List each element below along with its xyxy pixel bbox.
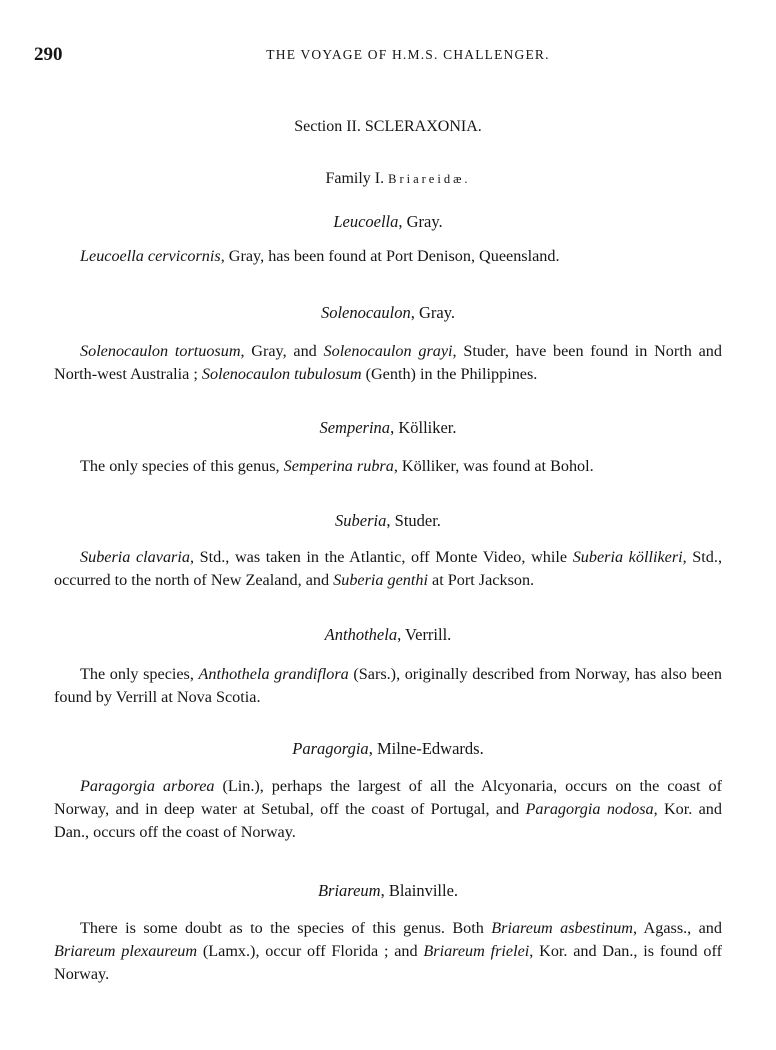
species-name: Briareum frielei [423,942,530,960]
paragraph-text: , Kor. and Dan., is found off Norway. [54,942,722,983]
genus-heading-anthothela [0,625,776,645]
page-number: 290 [34,44,63,65]
genus-name: Paragorgia [292,739,369,758]
genus-name: Anthothela [324,625,398,644]
genus-heading-leucoella [0,212,776,232]
paragraph-text: , Agass., and [632,919,722,937]
family-heading [0,170,776,188]
family-prefix: Family I. [325,170,389,187]
paragraph-text: , Kölliker, was found at Bohol. [393,457,594,475]
genus-name: Suberia [335,511,387,530]
paragraph-text: There is some doubt as to the species of this genus. Both [80,919,492,937]
paragraph-text: , Gray, has been found at Port Denison, Queensland. [220,247,560,265]
paragraph-text: (Lin.), perhaps the largest of all the Alcyonaria, occurs on the coast of Norway, and in deep water at Setubal, off the coast of Portugal, and [54,777,722,818]
genus-authority: , Gray. [410,303,456,322]
genus-paragraph-leucoella [54,245,722,268]
genus-authority: , Blainville. [380,881,459,900]
paragraph-text: at Port Jackson. [428,571,535,589]
genus-heading-briareum [0,881,776,901]
species-name: Solenocaulon tortuosum [80,342,241,360]
paragraph-text: , Std., was taken in the Atlantic, off Monte Video, while [189,548,573,566]
paragraph-text: (Genth) in the Philippines. [361,365,538,383]
paragraph-text: , Gray, and [240,342,324,360]
genus-name: Briareum [317,881,381,900]
genus-paragraph-paragorgia [54,775,722,844]
species-name: Suberia genthi [333,571,428,589]
paragraph-text: , Std., occurred to the north of New Zealand, and [54,548,722,589]
species-name: Solenocaulon grayi [323,342,453,360]
genus-heading-solenocaulon [0,303,776,323]
paragraph-text: The only species, [80,665,199,683]
genus-heading-suberia [0,511,776,531]
running-title: THE VOYAGE OF H.M.S. CHALLENGER. [266,47,550,62]
species-name: Solenocaulon tubulosum [201,365,362,383]
species-name: Paragorgia nodosa [525,800,654,818]
genus-paragraph-briareum [54,917,722,986]
genus-authority: , Studer. [386,511,441,530]
species-name: Suberia köllikeri [572,548,683,566]
paragraph-text: , Studer, have been found in North and North-west Australia ; [54,342,722,383]
paragraph-text: (Lamx.), occur off Florida ; and [197,942,424,960]
family-name: Briareidæ. [388,172,471,186]
genus-paragraph-anthothela [54,663,722,709]
genus-authority: , Verrill. [397,625,452,644]
genus-paragraph-semperina [54,455,722,478]
genus-heading-paragorgia [0,739,776,759]
genus-name: Semperina [319,418,391,437]
species-name: Leucoella cervicornis [80,247,221,265]
species-name: Briareum plexaureum [54,942,198,960]
genus-name: Solenocaulon [320,303,411,322]
genus-heading-semperina [0,418,776,438]
species-name: Anthothela grandiflora [198,665,349,683]
genus-authority: , Kölliker. [390,418,457,437]
species-name: Briareum asbestinum [491,919,633,937]
species-name: Suberia clavaria [80,548,190,566]
running-head [32,44,744,66]
paragraph-text: The only species of this genus, [80,457,284,475]
paragraph-text: , Kor. and Dan., occurs off the coast of Norway. [54,800,722,841]
genus-authority: , Gray. [398,212,443,231]
genus-paragraph-solenocaulon [54,340,722,386]
genus-name: Leucoella [333,212,399,231]
genus-paragraph-suberia [54,546,722,592]
genus-authority: , Milne-Edwards. [368,739,484,758]
section-heading: Section II. SCLERAXONIA. [294,118,482,135]
species-name: Paragorgia arborea [80,777,215,795]
species-name: Semperina rubra [283,457,394,475]
paragraph-text: (Sars.), originally described from Norway, has also been found by Verrill at Nova Scotia. [54,665,722,706]
